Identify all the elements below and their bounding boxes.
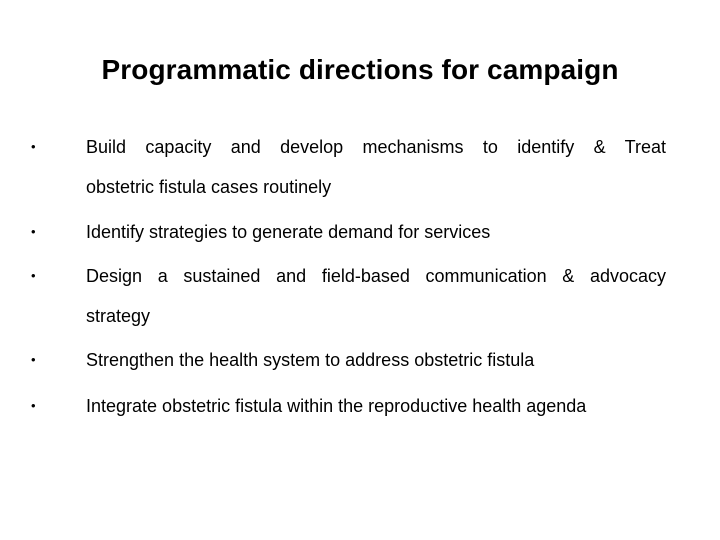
bullet-text-line: Strengthen the health system to address obstetric fistula — [86, 350, 535, 370]
bullet-text — [86, 127, 666, 207]
bullet-text — [86, 256, 666, 336]
bullet-marker: • — [31, 268, 36, 283]
bullet-text — [86, 386, 666, 426]
bullet-text-line: strategy — [86, 306, 151, 326]
bullet-text-line: obstetric fistula cases routinely — [86, 177, 332, 197]
slide-title: Programmatic directions for campaign — [101, 54, 619, 85]
bullet-text-line: Design a sustained and field-based communication & advocacy — [86, 266, 666, 286]
bullet-marker: • — [31, 398, 36, 413]
bullet-text — [86, 212, 666, 252]
bullet-text — [86, 340, 666, 380]
bullet-marker: • — [31, 224, 36, 239]
bullet-marker: • — [31, 139, 36, 154]
bullet-text-line: Build capacity and develop mechanisms to identify & Treat — [86, 137, 666, 157]
bullet-marker: • — [31, 352, 36, 367]
bullet-text-line: Identify strategies to generate demand for services — [86, 222, 491, 242]
bullet-text-line: Integrate obstetric fistula within the reproductive health agenda — [86, 396, 587, 416]
